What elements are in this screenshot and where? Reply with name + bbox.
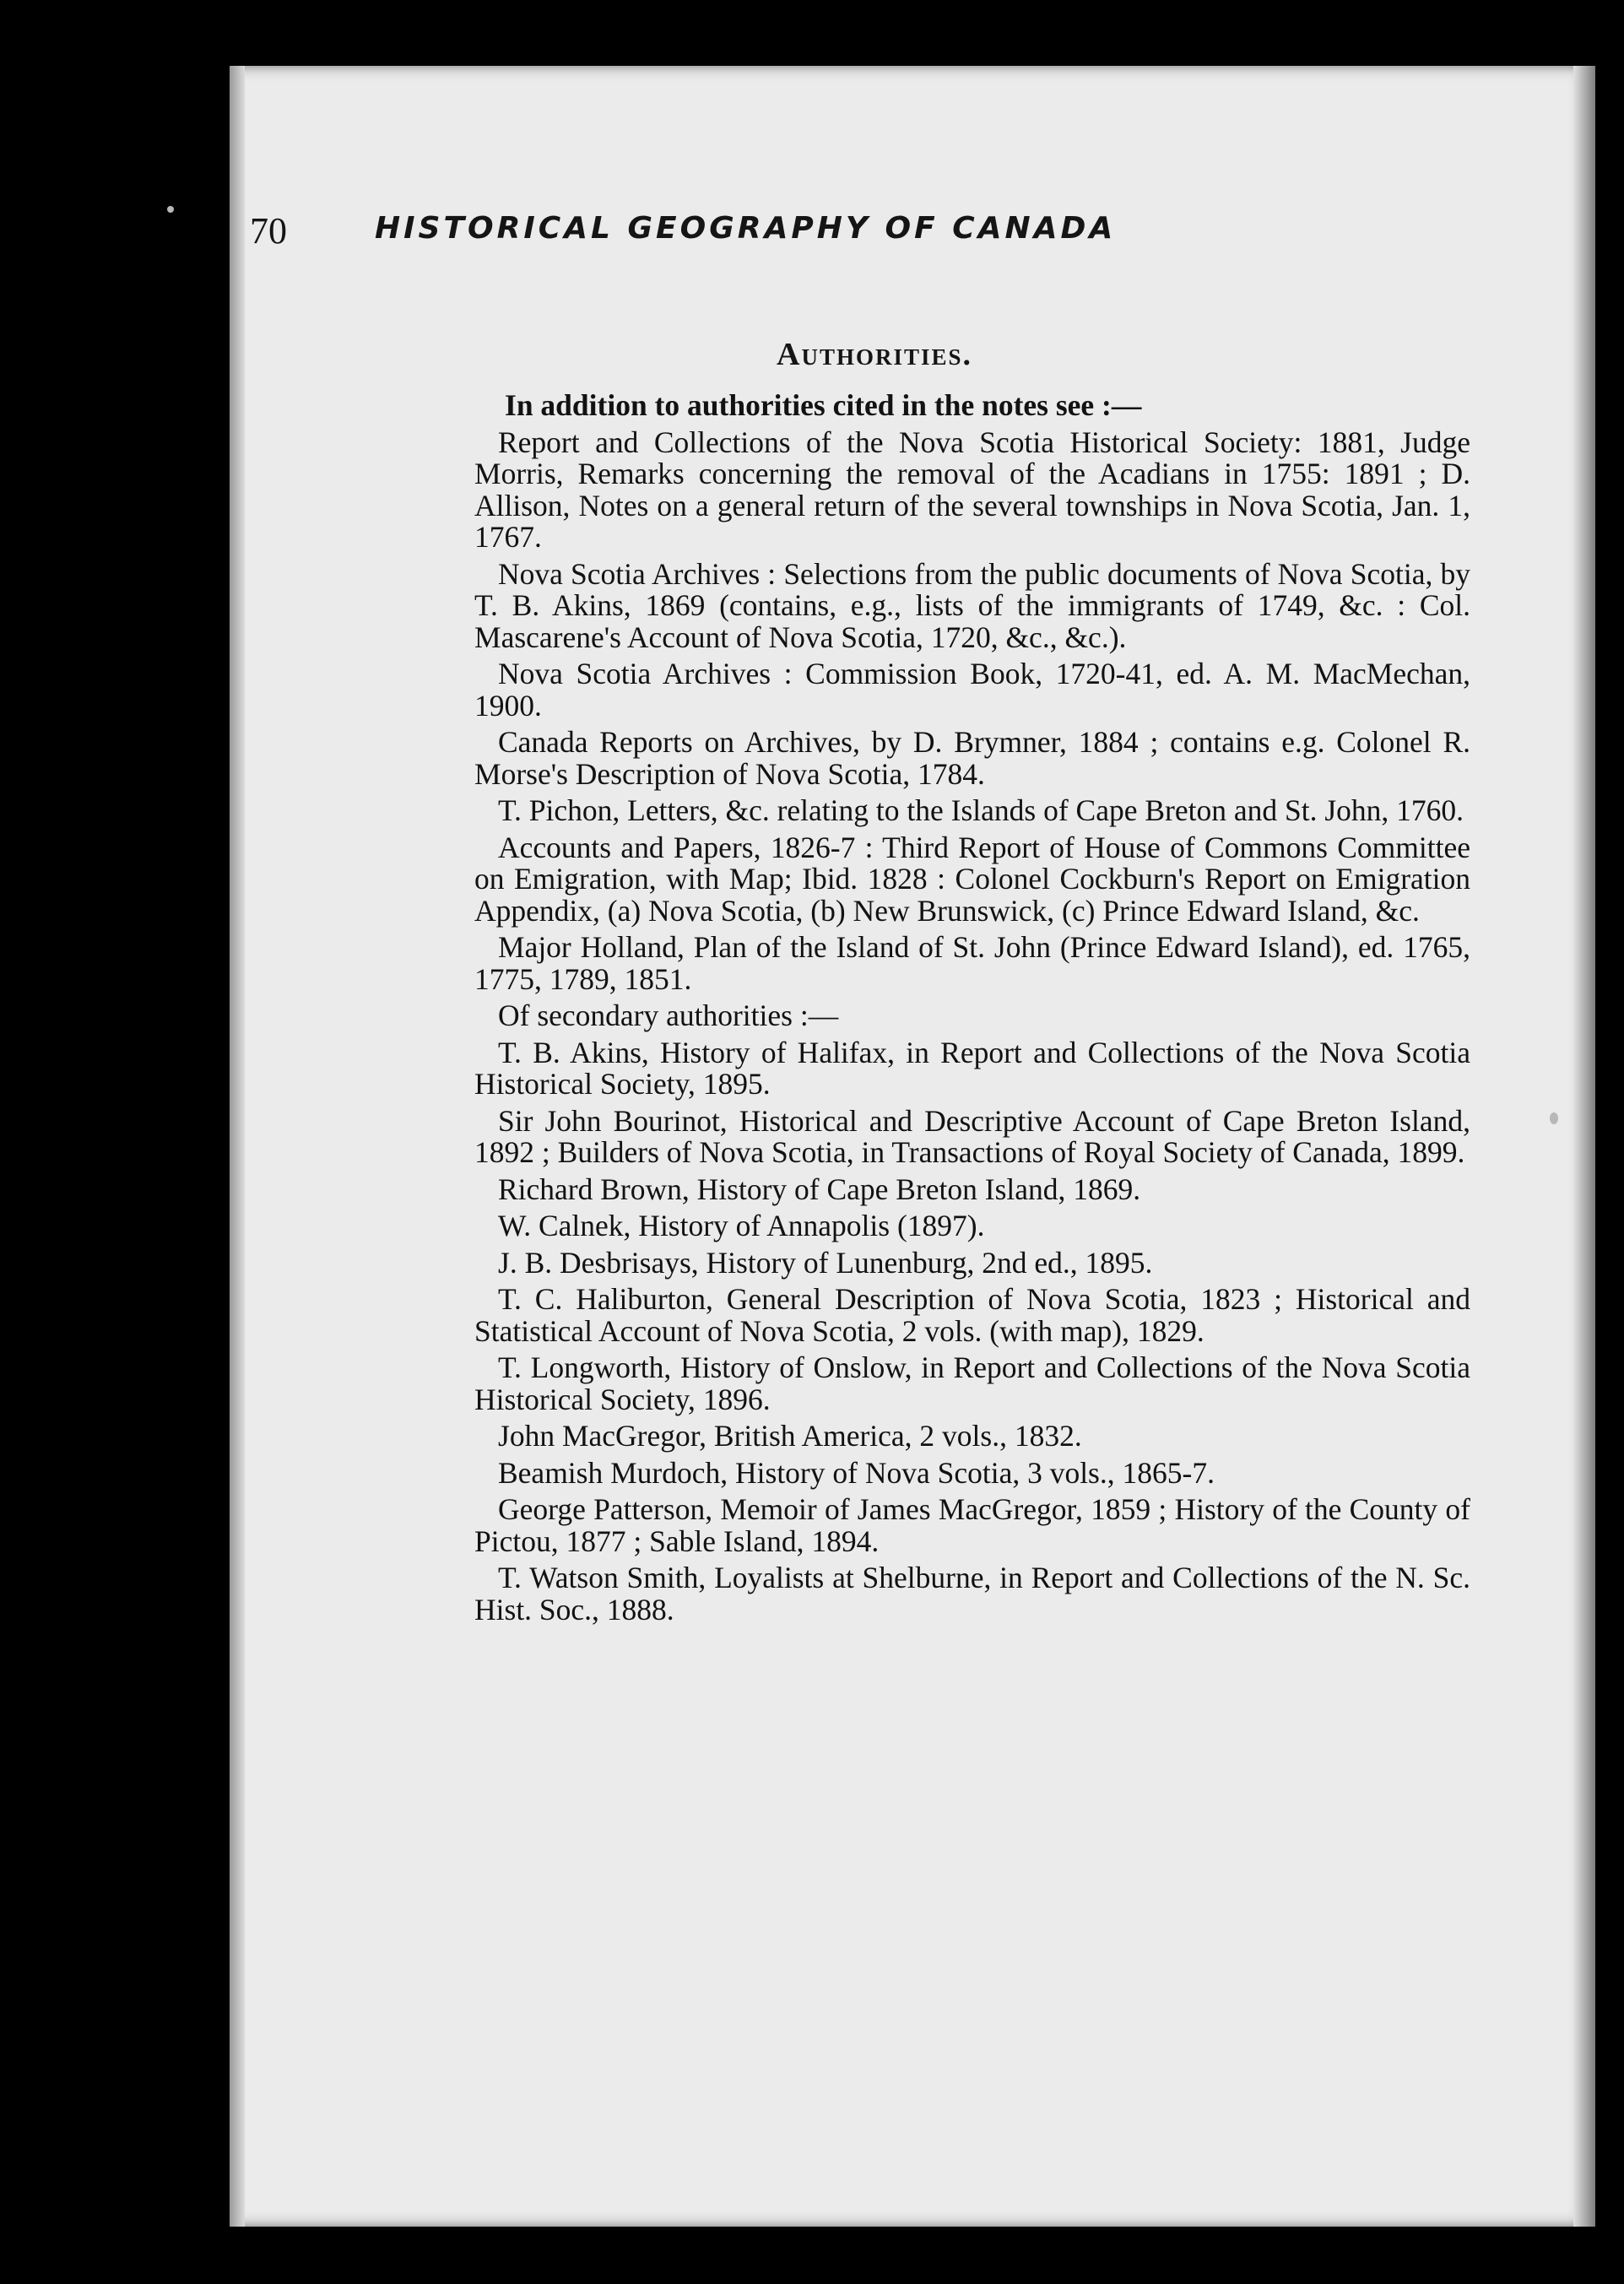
entry-canada-reports-archives: Canada Reports on Archives, by D. Brymner, 1884 ; contains e.g. Colonel R. Morse's Description of Nova Scotia, 1784. — [474, 725, 1470, 791]
running-header — [250, 209, 1347, 268]
section-title: Authorities. — [777, 337, 972, 372]
entry-pichon: T. Pichon, Letters, &c. relating to the Islands of Cape Breton and St. John, 1760. — [498, 793, 1464, 827]
entry-accounts-papers: Accounts and Papers, 1826-7 : Third Report of House of Commons Committee on Emigration, with Map; Ibid. 1828 : Colonel Cockburn's Report on Emigration Appendix, (a) Nova Scotia, (b) New Brunswick, (c) Prince Edward Island, &c. — [474, 830, 1470, 928]
entry-akins: T. B. Akins, History of Halifax, in Report and Collections of the Nova Scotia Historical Society, 1895. — [474, 1035, 1470, 1101]
entry-haliburton: T. C. Haliburton, General Description of Nova Scotia, 1823 ; Historical and Statistical Account of Nova Scotia, 2 vols. (with map), 1829. — [474, 1282, 1470, 1348]
entry-calnek: W. Calnek, History of Annapolis (1897). — [498, 1209, 985, 1242]
page-right-edge — [1573, 66, 1595, 2227]
entry-smith: T. Watson Smith, Loyalists at Shelburne, in Report and Collections of the N. Sc. Hist. Soc., 1888. — [474, 1561, 1470, 1626]
entry-bourinot: Sir John Bourinot, Historical and Descriptive Account of Cape Breton Island, 1892 ; Builders of Nova Scotia, in Transactions of Royal Society of Canada, 1899. — [474, 1103, 1470, 1169]
entry-holland: Major Holland, Plan of the Island of St. John (Prince Edward Island), ed. 1765, 1775, 1789, 1851. — [474, 930, 1470, 996]
page-number: 70 — [250, 210, 287, 252]
entry-macgregor: John MacGregor, British America, 2 vols., 1832. — [498, 1419, 1082, 1453]
page-left-edge — [230, 66, 245, 2227]
entry-patterson: George Patterson, Memoir of James MacGregor, 1859 ; History of the County of Pictou, 1877 ; Sable Island, 1894. — [474, 1492, 1470, 1558]
authorities-list — [474, 390, 1470, 1631]
intro-paragraph: In addition to authorities cited in the notes see :— — [505, 388, 1142, 422]
entry-desbrisays: J. B. Desbrisays, History of Lunenburg, 2nd ed., 1895. — [498, 1245, 1153, 1280]
entry-longworth: T. Longworth, History of Onslow, in Report and Collections of the Nova Scotia Historical Society, 1896. — [474, 1350, 1470, 1416]
entry-nova-scotia-archives-selections: Nova Scotia Archives : Selections from the public documents of Nova Scotia, by T. B. Akins, 1869 (contains, e.g., lists of the immigrants of 1749, &c. : Col. Mascarene's Account of Nova Scotia, 1720, &c., &c.). — [474, 556, 1470, 654]
secondary-authorities-heading: Of secondary authorities :— — [498, 999, 839, 1032]
scan-speck — [1550, 1112, 1558, 1124]
entry-murdoch: Beamish Murdoch, History of Nova Scotia, 3 vols., 1865-7. — [498, 1455, 1215, 1490]
entry-nova-scotia-archives-commission: Nova Scotia Archives : Commission Book, 1720-41, ed. A. M. MacMechan, 1900. — [474, 657, 1470, 723]
scan-speck — [167, 206, 174, 213]
running-title: HISTORICAL GEOGRAPHY OF CANADA — [375, 211, 1117, 246]
entry-nova-scotia-historical-society: Report and Collections of the Nova Scotia Historical Society: 1881, Judge Morris, Remarks concerning the removal of the Acadians in 1755: 1891 ; D. Allison, Notes on a general return of the several townships in Nova Scotia, Jan. 1, 1767. — [474, 425, 1470, 554]
entry-brown: Richard Brown, History of Cape Breton Island, 1869. — [498, 1172, 1141, 1206]
